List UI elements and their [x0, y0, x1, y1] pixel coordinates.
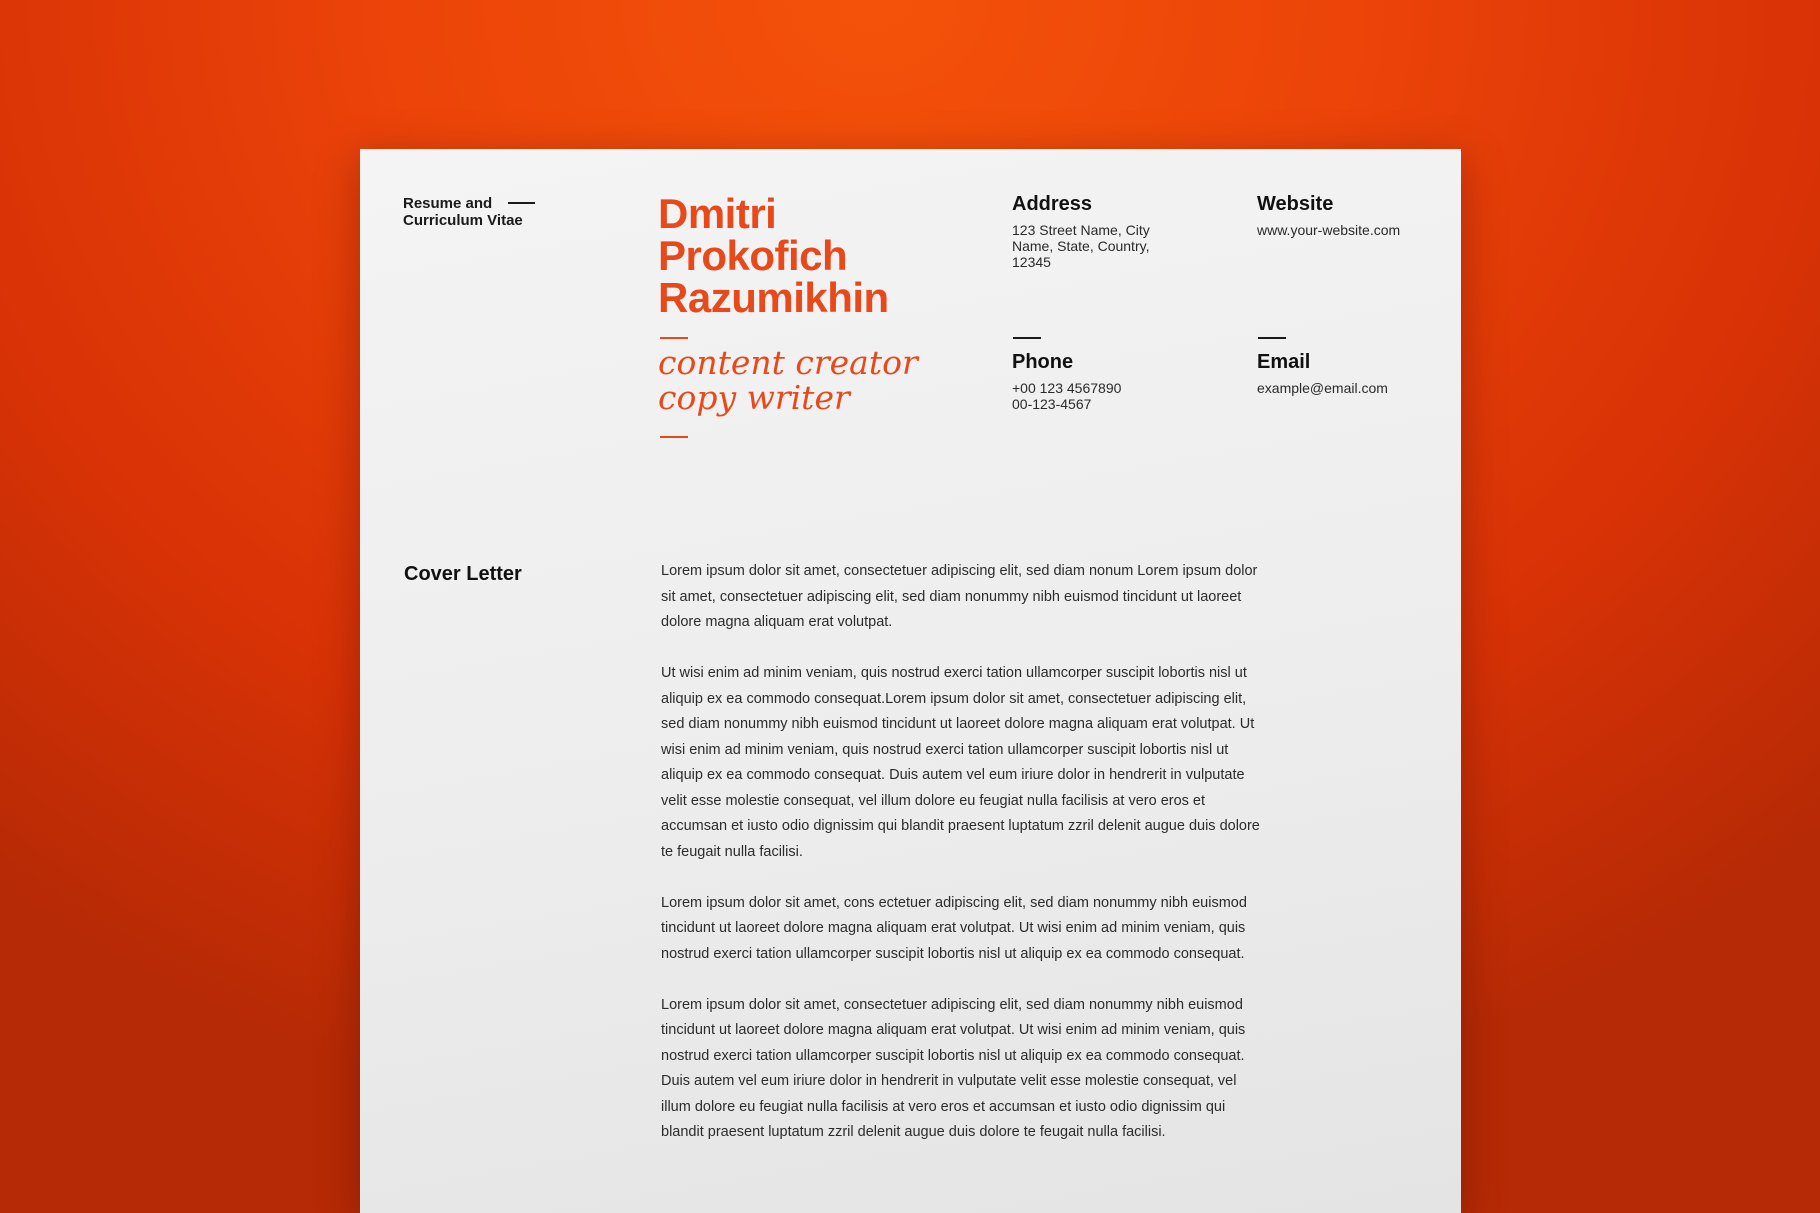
paragraph: Lorem ipsum dolor sit amet, consectetuer adipiscing elit, sed diam nonum Lorem ipsum dolor sit amet, consectetuer adipiscing elit, sed diam nonummy nibh euismod tincidunt ut laoreet dolore magna aliquam erat volutpat. [661, 563, 1258, 630]
address-block [1012, 193, 1232, 270]
name-middle: Prokofich [658, 232, 848, 279]
address-line: Name, State, Country, [1012, 238, 1150, 254]
job-roles [658, 345, 958, 415]
paragraph: Lorem ipsum dolor sit amet, cons ectetuer adipiscing elit, sed diam nonummy nibh euismod tincidunt ut laoreet dolore magna aliquam erat volutpat. Ut wisi enim ad minim veniam, quis nostrud exerci tation ullamcorper suscipit lobortis nisl ut aliquip ex ea commodo consequat. [661, 894, 1247, 962]
role-1: content creator [658, 343, 918, 382]
phone-block [1012, 351, 1232, 412]
email-label: Email [1257, 351, 1311, 373]
website-block [1257, 193, 1457, 238]
document-type-line1: Resume and [403, 195, 493, 212]
email-link[interactable]: example@email.com [1257, 380, 1388, 396]
address-line: 12345 [1012, 254, 1051, 270]
name-last: Razumikhin [658, 274, 889, 321]
phone-number: 00-123-4567 [1012, 396, 1092, 412]
paragraph: Ut wisi enim ad minim veniam, quis nostrud exerci tation ullamcorper suscipit lobortis nisl ut aliquip ex ea commodo consequat.Lorem ipsum dolor sit amet, consectetuer adipiscing elit, sed diam nonummy nibh euismod tincidunt ut laoreet dolore magna aliquam erat volutpat. Ut wisi enim ad minim veniam, quis nostrud exerci tation ullamcorper suscipit lobortis nisl ut aliquip ex ea commodo consequat. Duis autem vel eum iriure dolor in hendrerit in vulputate velit esse molestie consequat, vel illum dolore eu feugiat nulla facilisis at vero eros et accumsan et iusto odio dignissim qui blandit praesent luptatum zzril delenit augue duis dolore te feugait nulla facilisi. [661, 665, 1260, 860]
role-divider-top [660, 337, 688, 339]
address-line: 123 Street Name, City [1012, 222, 1150, 238]
address-value [1012, 222, 1232, 270]
paragraph: Lorem ipsum dolor sit amet, consectetuer adipiscing elit, sed diam nonummy nibh euismod tincidunt ut laoreet dolore magna aliquam erat volutpat. Ut wisi enim ad minim veniam, quis nostrud exerci tation ullamcorper suscipit lobortis nisl ut aliquip ex ea commodo consequat. Duis autem vel eum iriure dolor in hendrerit in vulputate velit esse molestie consequat, vel illum dolore eu feugiat nulla facilisis at vero eros et accumsan et iusto odio dignissim qui blandit praesent luptatum zzril delenit augue duis dolore te feugait nulla facilisi. [661, 996, 1246, 1140]
cover-letter-title: Cover Letter [404, 563, 522, 585]
document-type-line2: Curriculum Vitae [403, 212, 523, 229]
role-divider-bottom [660, 436, 688, 438]
cover-letter-body [661, 559, 1266, 1171]
document-type [403, 195, 543, 229]
person-name [658, 190, 988, 321]
phone-number: +00 123 4567890 [1012, 380, 1122, 396]
name-first: Dmitri [658, 190, 777, 237]
phone-value [1012, 380, 1232, 412]
website-label: Website [1257, 193, 1334, 215]
phone-label: Phone [1012, 351, 1074, 373]
email-divider [1258, 337, 1286, 339]
document-type-rule [508, 202, 535, 204]
resume-sheet [360, 149, 1461, 1213]
website-link[interactable]: www.your-website.com [1257, 222, 1401, 238]
role-2: copy writer [658, 378, 850, 417]
phone-divider [1013, 337, 1041, 339]
address-label: Address [1012, 193, 1093, 215]
email-block [1257, 351, 1457, 396]
